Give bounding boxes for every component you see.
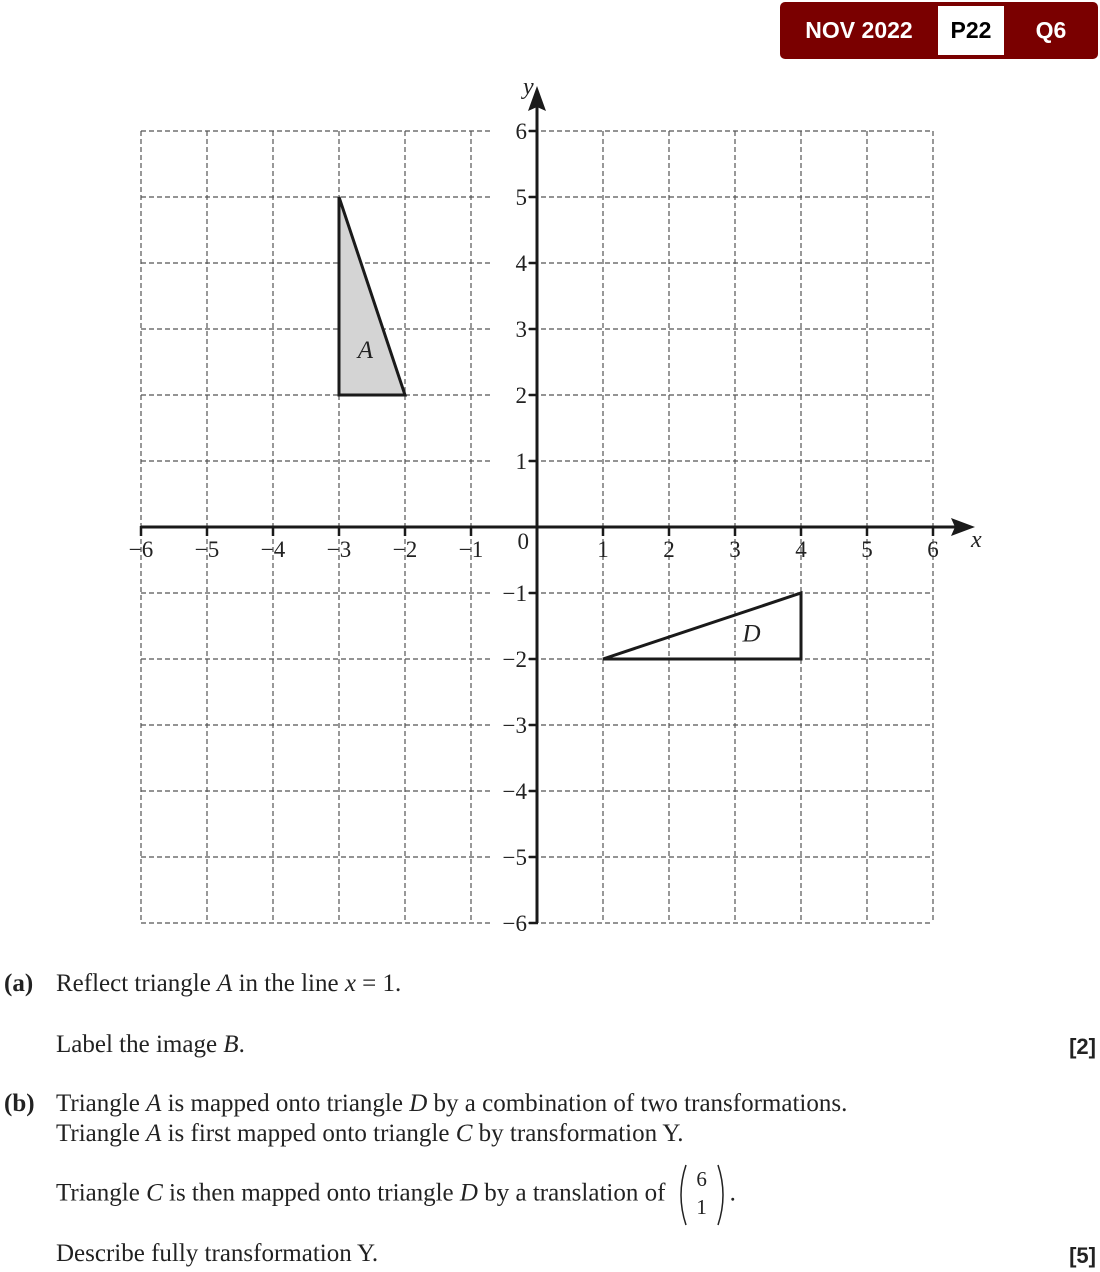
x-tick-label: 4 [795,537,807,562]
y-tick-label: 6 [515,119,527,144]
y-tick-label: 5 [515,185,527,210]
x-tick-label: 1 [597,537,609,562]
x-tick-label: −4 [260,537,286,562]
math-var: C [146,1179,163,1207]
text: Triangle [56,1120,147,1147]
part-a-label: (a) [4,970,34,997]
part-a-marks: [2] [1069,1034,1096,1059]
x-tick-label: 2 [663,537,675,562]
part-b-marks: [5] [1069,1243,1096,1268]
session-label: NOV 2022 [805,17,913,43]
math-var: D [409,1090,428,1117]
part-b-label: (b) [4,1090,35,1117]
x-tick-label: 6 [927,537,939,562]
text: by transformation Y. [472,1120,684,1147]
y-tick-label: 2 [515,383,527,408]
y-tick-label: −2 [502,647,527,672]
y-tick-label: −6 [502,911,527,936]
math-var: C [455,1120,473,1147]
vector-bottom: 1 [696,1195,707,1219]
y-tick-label: −1 [502,581,527,606]
paper-label: P22 [938,6,1004,55]
y-tick-label: 1 [515,449,527,474]
question-label: Q6 [1035,17,1067,43]
text: in the line [232,970,345,997]
y-tick-label: 3 [515,317,527,342]
part-a-label-instruction [56,1031,245,1059]
text: is first mapped onto triangle [161,1120,456,1147]
math-var: B [223,1031,239,1058]
math-var: A [146,1090,162,1117]
math-var: A [146,1120,162,1147]
text: . [729,1179,736,1207]
y-tick-label: 4 [515,251,527,276]
text: . [238,1031,245,1058]
math-var: D [459,1179,478,1207]
text: is then mapped onto triangle [162,1179,460,1207]
triangle-label-a: A [357,336,374,364]
triangle-d [603,593,801,659]
text: = 1. [355,970,402,997]
part-b-line4: Describe fully transformation Y. [56,1240,379,1267]
text: by a combination of two transformations. [427,1090,848,1117]
x-tick-label: 3 [729,537,741,562]
part-b-line1 [56,1090,847,1118]
vector-top: 6 [696,1167,707,1191]
y-tick-label: −3 [502,713,527,738]
text: is mapped onto triangle [161,1090,410,1117]
x-tick-label: −5 [194,537,220,562]
triangle-label-d: D [742,620,761,648]
y-tick-label: −4 [502,779,527,804]
x-tick-label: −3 [326,537,352,562]
text: by a translation of [477,1179,666,1207]
math-var: x [344,970,356,997]
math-var: A [217,970,233,997]
text: Label the image [56,1031,224,1058]
x-tick-label: −2 [392,537,418,562]
x-tick-label: −6 [128,537,154,562]
text: Reflect triangle [56,970,218,997]
part-b-line2 [56,1120,684,1148]
part-a-instruction [56,970,401,998]
origin-label: 0 [517,529,529,554]
x-tick-label: −1 [458,537,484,562]
triangle-a [339,197,405,395]
part-b-line3 [56,1163,736,1227]
column-vector [674,1163,730,1227]
text: Triangle [56,1090,147,1117]
x-tick-label: 5 [861,537,873,562]
y-axis-label: y [523,74,534,100]
x-axis-label: x [971,527,982,553]
y-tick-label: −5 [502,845,527,870]
text: Triangle [56,1179,147,1207]
